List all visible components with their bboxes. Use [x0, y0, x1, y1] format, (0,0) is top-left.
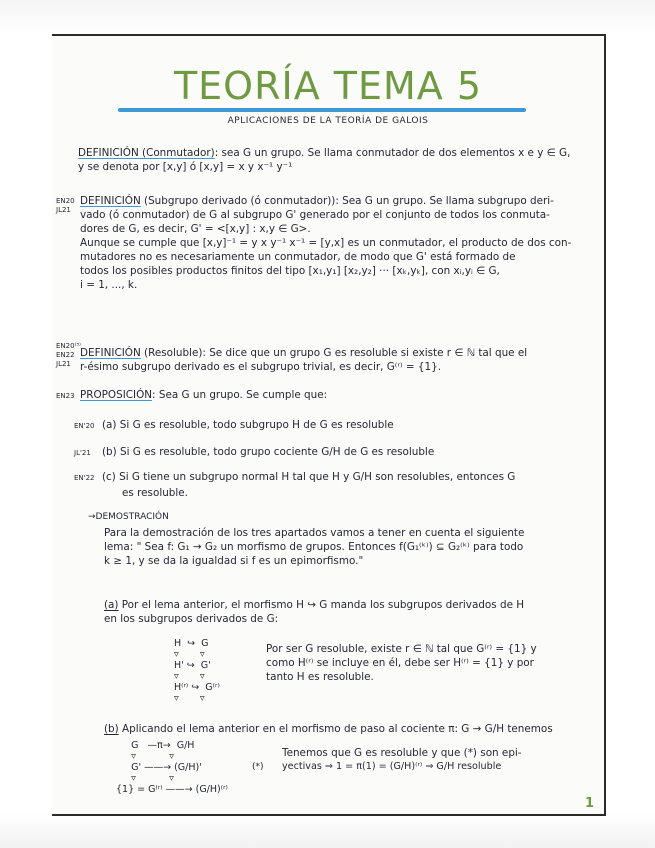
proposition-item: (c) Si G tiene un subgrupo normal H tal que H y G/H son resolubles, entonces G — [102, 471, 516, 483]
part-label: (b) — [104, 723, 119, 735]
definition-text: (Resoluble): Se dice que un grupo G es resoluble si existe r ∈ ℕ tal que el — [140, 347, 528, 359]
margin-note: EN23 — [56, 392, 75, 400]
margin-note: EN22 — [56, 351, 75, 359]
inclusion-diagram: H ↪ G ▿ ▿ H' ↪ G' ▿ ▿ H⁽ʳ⁾ ↪ G⁽ʳ⁾ ▿ ▿ — [174, 638, 220, 704]
definition-text: (Subgrupo derivado (ó conmutador)): Sea G un grupo. Se llama subgrupo deri- — [140, 195, 554, 207]
proof-text: Por el lema anterior, el morfismo H ↪ G manda los subgrupos derivados de H — [118, 599, 525, 611]
margin-note: EN20 — [56, 197, 75, 205]
proof-text: tanto H es resoluble. — [266, 671, 374, 683]
proposition-intro: : Sea G un grupo. Se cumple que: — [152, 389, 328, 401]
page-number: 1 — [585, 796, 595, 811]
diagram-star-label: (*) — [252, 762, 264, 772]
notebook-page — [52, 34, 606, 816]
part-label: (a) — [104, 599, 119, 611]
margin-note: JL21 — [56, 206, 71, 214]
quotient-diagram: G —π→ G/H ▿ ▿ G' ——→ (G/H)' ▿ ▿ {1} = G⁽ʳ⁾ ——→ (G/H)⁽ʳ⁾ — [116, 740, 228, 795]
margin-note: JL'21 — [74, 449, 91, 457]
proposition-item: (b) Si G es resoluble, todo grupo cociente G/H de G es resoluble — [102, 446, 435, 458]
proof-text: Para la demostración de los tres apartados vamos a tener en cuenta el siguiente — [104, 527, 525, 539]
definition-resoluble — [80, 346, 600, 374]
definition-text: vado (ó conmutador) de G al subgrupo G' generado por el conjunto de todos los conmuta- — [80, 209, 550, 221]
definition-text: mutadores no es necesariamente un conmutador, de modo que G' está formado de — [80, 251, 516, 263]
scan-background-bottom — [0, 812, 655, 848]
proof-text: lema: " Sea f: G₁ → G₂ un morfismo de grupos. Entonces f(G₁⁽ᵏ⁾) ⊆ G₂⁽ᵏ⁾ para todo — [104, 541, 524, 553]
proof-heading: →DEMOSTRACIÓN — [88, 512, 169, 522]
proof-part-b-argument — [282, 746, 602, 774]
definition-text: todos los posibles productos finitos del tipo [x₁,y₁] [x₂,y₂] ··· [xₖ,yₖ], con xᵢ,yᵢ ∈ G, — [80, 265, 500, 277]
proof-text: como H⁽ʳ⁾ se incluye en él, debe ser H⁽ʳ⁾ = {1} y por — [266, 657, 534, 669]
proposition-item: es resoluble. — [122, 487, 188, 499]
definition-label: DEFINICIÓN (Conmutador) — [78, 147, 215, 159]
definition-text: dores de G, es decir, G' = <[x,y] : x,y ∈ G>. — [80, 223, 311, 235]
proof-text: yectivas ⇒ 1 = π(1) = (G/H)⁽ʳ⁾ ⇒ G/H resoluble — [282, 761, 502, 772]
proof-part-a-argument — [266, 642, 596, 684]
definition-text: r-ésimo subgrupo derivado es el subgrupo trivial, es decir, G⁽ʳ⁾ = {1}. — [80, 361, 442, 373]
page-title: TEORÍA TEMA 5 — [173, 64, 483, 108]
proof-text: Por ser G resoluble, existe r ∈ ℕ tal que G⁽ʳ⁾ = {1} y — [266, 643, 537, 655]
proof-text: Aplicando el lema anterior en el morfismo de paso al cociente π: G → G/H tenemos — [118, 723, 553, 735]
definition-text: y se denota por [x,y] ó [x,y] = x y x⁻¹ y⁻¹ — [78, 161, 293, 173]
proposicion-heading — [80, 388, 600, 402]
scan-background-top — [0, 0, 655, 34]
definition-label: DEFINICIÓN — [80, 195, 141, 207]
definition-subgrupo-derivado — [80, 194, 600, 292]
proof-text: en los subgrupos derivados de G: — [104, 613, 279, 625]
definition-conmutador — [78, 146, 598, 174]
page-subtitle: APLICACIONES DE LA TEORÍA DE GALOIS — [227, 116, 429, 126]
title-underline — [118, 108, 526, 112]
proposition-item: (a) Si G es resoluble, todo subgrupo H de G es resoluble — [102, 419, 394, 431]
margin-note: EN20⁽³⁾ — [56, 342, 81, 350]
proposition-label: PROPOSICIÓN — [80, 389, 153, 401]
proof-text: Tenemos que G es resoluble y que (*) son epi- — [282, 747, 522, 759]
definition-text: i = 1, ..., k. — [80, 279, 138, 291]
proof-part-b — [104, 722, 599, 736]
proof-intro — [104, 526, 599, 568]
definition-text: Aunque se cumple que [x,y]⁻¹ = y x y⁻¹ x⁻¹ = [y,x] es un conmutador, el producto de dos con- — [80, 237, 572, 249]
definition-text: : sea G un grupo. Se llama conmutador de dos elementos x e y ∈ G, — [214, 147, 571, 159]
margin-note: EN'22 — [74, 474, 95, 482]
margin-note: EN'20 — [74, 422, 95, 430]
proof-text: k ≥ 1, y se da la igualdad si f es un epimorfismo." — [104, 555, 364, 567]
definition-label: DEFINICIÓN — [80, 347, 141, 359]
margin-note: JL21 — [56, 360, 71, 368]
proof-part-a — [104, 598, 599, 626]
